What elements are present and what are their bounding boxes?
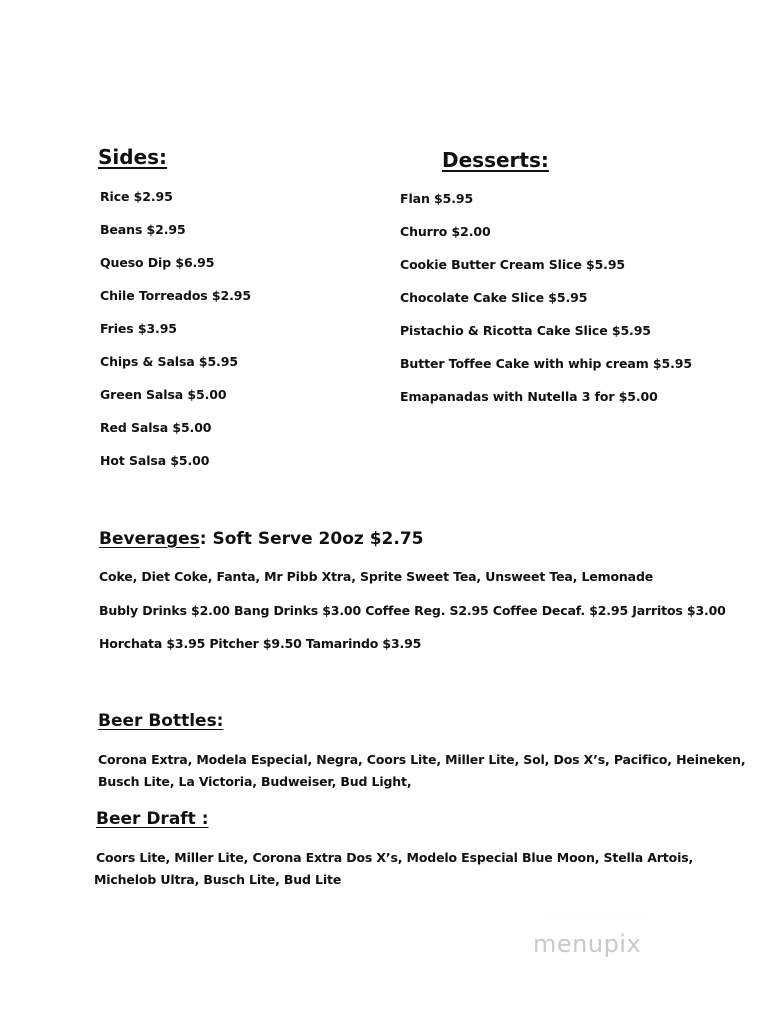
beverages-heading-label: Beverages [99, 529, 200, 549]
beverages-heading-suffix: : Soft Serve 20oz $2.75 [199, 529, 424, 549]
beverages-line: Horchata $3.95 Pitcher $9.50 Tamarindo $3.95 [99, 636, 422, 651]
desserts-heading: Desserts: [442, 148, 549, 172]
desserts-item: Cookie Butter Cream Slice $5.95 [400, 257, 626, 272]
beer-draft-heading: Beer Draft : [96, 809, 209, 829]
sides-item: Chile Torreados $2.95 [100, 288, 251, 303]
beverages-line: Bubly Drinks $2.00 Bang Drinks $3.00 Coffee Reg. S2.95 Coffee Decaf. $2.95 Jarritos $3.00 [99, 603, 726, 618]
desserts-item: Churro $2.00 [400, 224, 491, 239]
sides-item: Beans $2.95 [100, 222, 186, 237]
menupix-watermark: menupix [533, 930, 642, 958]
sides-item: Red Salsa $5.00 [100, 420, 212, 435]
beverages-heading [99, 529, 423, 549]
sides-item: Green Salsa $5.00 [100, 387, 227, 402]
sides-heading: Sides: [98, 145, 168, 169]
beer-draft-line: Coors Lite, Miller Lite, Corona Extra Dos X’s, Modelo Especial Blue Moon, Stella Artois, [96, 850, 694, 865]
sides-item: Queso Dip $6.95 [100, 255, 215, 270]
desserts-item: Emapanadas with Nutella 3 for $5.00 [400, 389, 658, 404]
desserts-item: Flan $5.95 [400, 191, 474, 206]
sides-item: Hot Salsa $5.00 [100, 453, 210, 468]
desserts-item: Chocolate Cake Slice $5.95 [400, 290, 588, 305]
beverages-line: Coke, Diet Coke, Fanta, Mr Pibb Xtra, Sprite Sweet Tea, Unsweet Tea, Lemonade [99, 569, 654, 584]
desserts-item: Butter Toffee Cake with whip cream $5.95 [400, 356, 692, 371]
sides-item: Rice $2.95 [100, 189, 173, 204]
beer-bottles-line: Busch Lite, La Victoria, Budweiser, Bud Light, [98, 774, 412, 789]
sides-item: Chips & Salsa $5.95 [100, 354, 238, 369]
sides-item: Fries $3.95 [100, 321, 177, 336]
beer-bottles-line: Corona Extra, Modela Especial, Negra, Coors Lite, Miller Lite, Sol, Dos X’s, Pacifico, Heineken, [98, 752, 746, 767]
beer-draft-line: Michelob Ultra, Busch Lite, Bud Lite [94, 872, 342, 887]
watermark-dots: · · · · · · · · · · · · · [548, 916, 646, 923]
desserts-item: Pistachio & Ricotta Cake Slice $5.95 [400, 323, 651, 338]
beer-bottles-heading: Beer Bottles: [98, 711, 224, 731]
